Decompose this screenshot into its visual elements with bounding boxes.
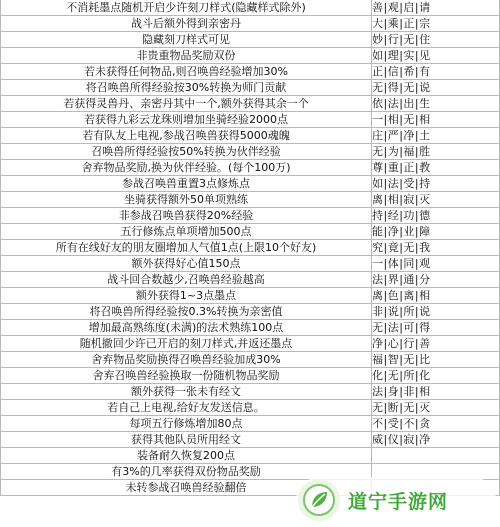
table-row <box>1 384 500 400</box>
table-row <box>1 400 500 416</box>
table-row <box>1 96 500 112</box>
table-row <box>1 304 500 320</box>
row-code: 法|身|非|相 <box>372 384 500 400</box>
code-table-body <box>1 0 500 496</box>
row-description: 若未获得任何物品,则召唤兽经验增加30% <box>1 64 372 80</box>
table-row <box>1 64 500 80</box>
table-row <box>1 432 500 448</box>
row-description: 召唤兽所得经验按50%转换为伙伴经验 <box>1 144 372 160</box>
table-row <box>1 416 500 432</box>
row-description: 若获得灵兽丹、亲密丹其中一个,额外获得其余一个 <box>1 96 372 112</box>
table-row <box>1 144 500 160</box>
table-row <box>1 192 500 208</box>
table-row <box>1 176 500 192</box>
row-description: 增加最高熟练度(未满)的法术熟练100点 <box>1 320 372 336</box>
row-description: 战斗回合数越少,召唤兽经验越高 <box>1 272 372 288</box>
table-row <box>1 224 500 240</box>
table-row <box>1 112 500 128</box>
row-code: 大|乘|正|宗 <box>372 16 500 32</box>
row-description: 五行修炼点单项增加500点 <box>1 224 372 240</box>
row-code: 持|经|功|德 <box>372 208 500 224</box>
row-code: 一|相|无|相 <box>372 112 500 128</box>
row-description: 将召唤兽所得经验按30%转换为师门贡献 <box>1 80 372 96</box>
row-description: 非贵重物品奖励双份 <box>1 48 372 64</box>
row-description: 获得其他队员所用经文 <box>1 432 372 448</box>
row-description: 未转参战召唤兽经验翻倍 <box>1 480 372 496</box>
row-code: 非|说|所|说 <box>372 304 500 320</box>
row-description: 舍弃物品奖励,换为伙伴经验。(每个100万) <box>1 160 372 176</box>
table-row <box>1 80 500 96</box>
row-code: 妙|行|无|住 <box>372 32 500 48</box>
row-code: 究|竟|无|我 <box>372 240 500 256</box>
table-row <box>1 48 500 64</box>
row-description: 非参战召唤兽获得20%经验 <box>1 208 372 224</box>
row-description: 战斗后额外得到亲密丹 <box>1 16 372 32</box>
table-row <box>1 288 500 304</box>
row-description: 每项五行修炼增加80点 <box>1 416 372 432</box>
row-description: 有3%的几率获得双份物品奖励 <box>1 464 372 480</box>
row-description: 将召唤兽所得经验按0.3%转换为亲密值 <box>1 304 372 320</box>
row-description: 舍弃物品奖励换得召唤兽经验加成30% <box>1 352 372 368</box>
row-code: 不|受|不|贪 <box>372 416 500 432</box>
row-code: 无|断|无|灭 <box>372 400 500 416</box>
table-row <box>1 32 500 48</box>
row-description: 若有队友上电视,参战召唤兽获得5000魂魄 <box>1 128 372 144</box>
row-description: 若获得九彩云龙珠则增加坐骑经验2000点 <box>1 112 372 128</box>
row-description: 坐骑获得额外50单项熟练 <box>1 192 372 208</box>
row-code: 威|仪|寂|净 <box>372 432 500 448</box>
watermark <box>296 477 496 523</box>
row-code: 如|理|实|见 <box>372 48 500 64</box>
row-description: 额外获得1~3点墨点 <box>1 288 372 304</box>
table-row <box>1 336 500 352</box>
row-code: 一|体|同|观 <box>372 256 500 272</box>
table-row <box>1 208 500 224</box>
row-description: 额外获得一张未有经文 <box>1 384 372 400</box>
row-code: 正|信|希|有 <box>372 64 500 80</box>
row-description: 参战召唤兽重置3点修炼点 <box>1 176 372 192</box>
row-description: 不消耗墨点随机开启少许刻刀样式(隐藏样式除外) <box>1 0 372 16</box>
watermark-text: 道宁手游网 <box>348 490 449 513</box>
row-description: 若自己上电视,给好友发送信息。 <box>1 400 372 416</box>
row-code: 离|色|离|相 <box>372 288 500 304</box>
table-row <box>1 128 500 144</box>
row-code: 无|得|无|说 <box>372 80 500 96</box>
row-description: 所有在线好友的朋友圈增加人气值1点(上限10个好友) <box>1 240 372 256</box>
row-code: 离|相|寂|灭 <box>372 192 500 208</box>
row-code: 化|无|所|化 <box>372 368 500 384</box>
table-row <box>1 160 500 176</box>
table-row <box>1 272 500 288</box>
row-code: 庄|严|净|土 <box>372 128 500 144</box>
row-code: 依|法|出|生 <box>372 96 500 112</box>
table-row <box>1 240 500 256</box>
row-code: 福|智|无|比 <box>372 352 500 368</box>
row-description: 舍弃召唤兽经验换取一份随机物品奖励 <box>1 368 372 384</box>
row-description: 额外获得好心值150点 <box>1 256 372 272</box>
row-code: 无|法|可|得 <box>372 320 500 336</box>
table-row <box>1 256 500 272</box>
row-code: 无|为|福|胜 <box>372 144 500 160</box>
row-description: 装备耐久恢复200点 <box>1 448 372 464</box>
table-row <box>1 352 500 368</box>
leaf-logo-icon <box>298 479 340 521</box>
table-row <box>1 16 500 32</box>
row-description: 隐藏刻刀样式可见 <box>1 32 372 48</box>
table-row <box>1 448 500 464</box>
table-row <box>1 368 500 384</box>
row-code: 法|界|通|分 <box>372 272 500 288</box>
row-code: 如|法|受|持 <box>372 176 500 192</box>
table-row <box>1 0 500 16</box>
table-row <box>1 320 500 336</box>
row-code: 净|心|行|善 <box>372 336 500 352</box>
row-code: 尊|重|正|教 <box>372 160 500 176</box>
row-code: 能|净|业|障 <box>372 224 500 240</box>
row-code <box>372 448 500 464</box>
row-code: 善|观|启|请 <box>372 0 500 16</box>
row-description: 随机撤回少许已开启的刻刀样式,并返还墨点 <box>1 336 372 352</box>
